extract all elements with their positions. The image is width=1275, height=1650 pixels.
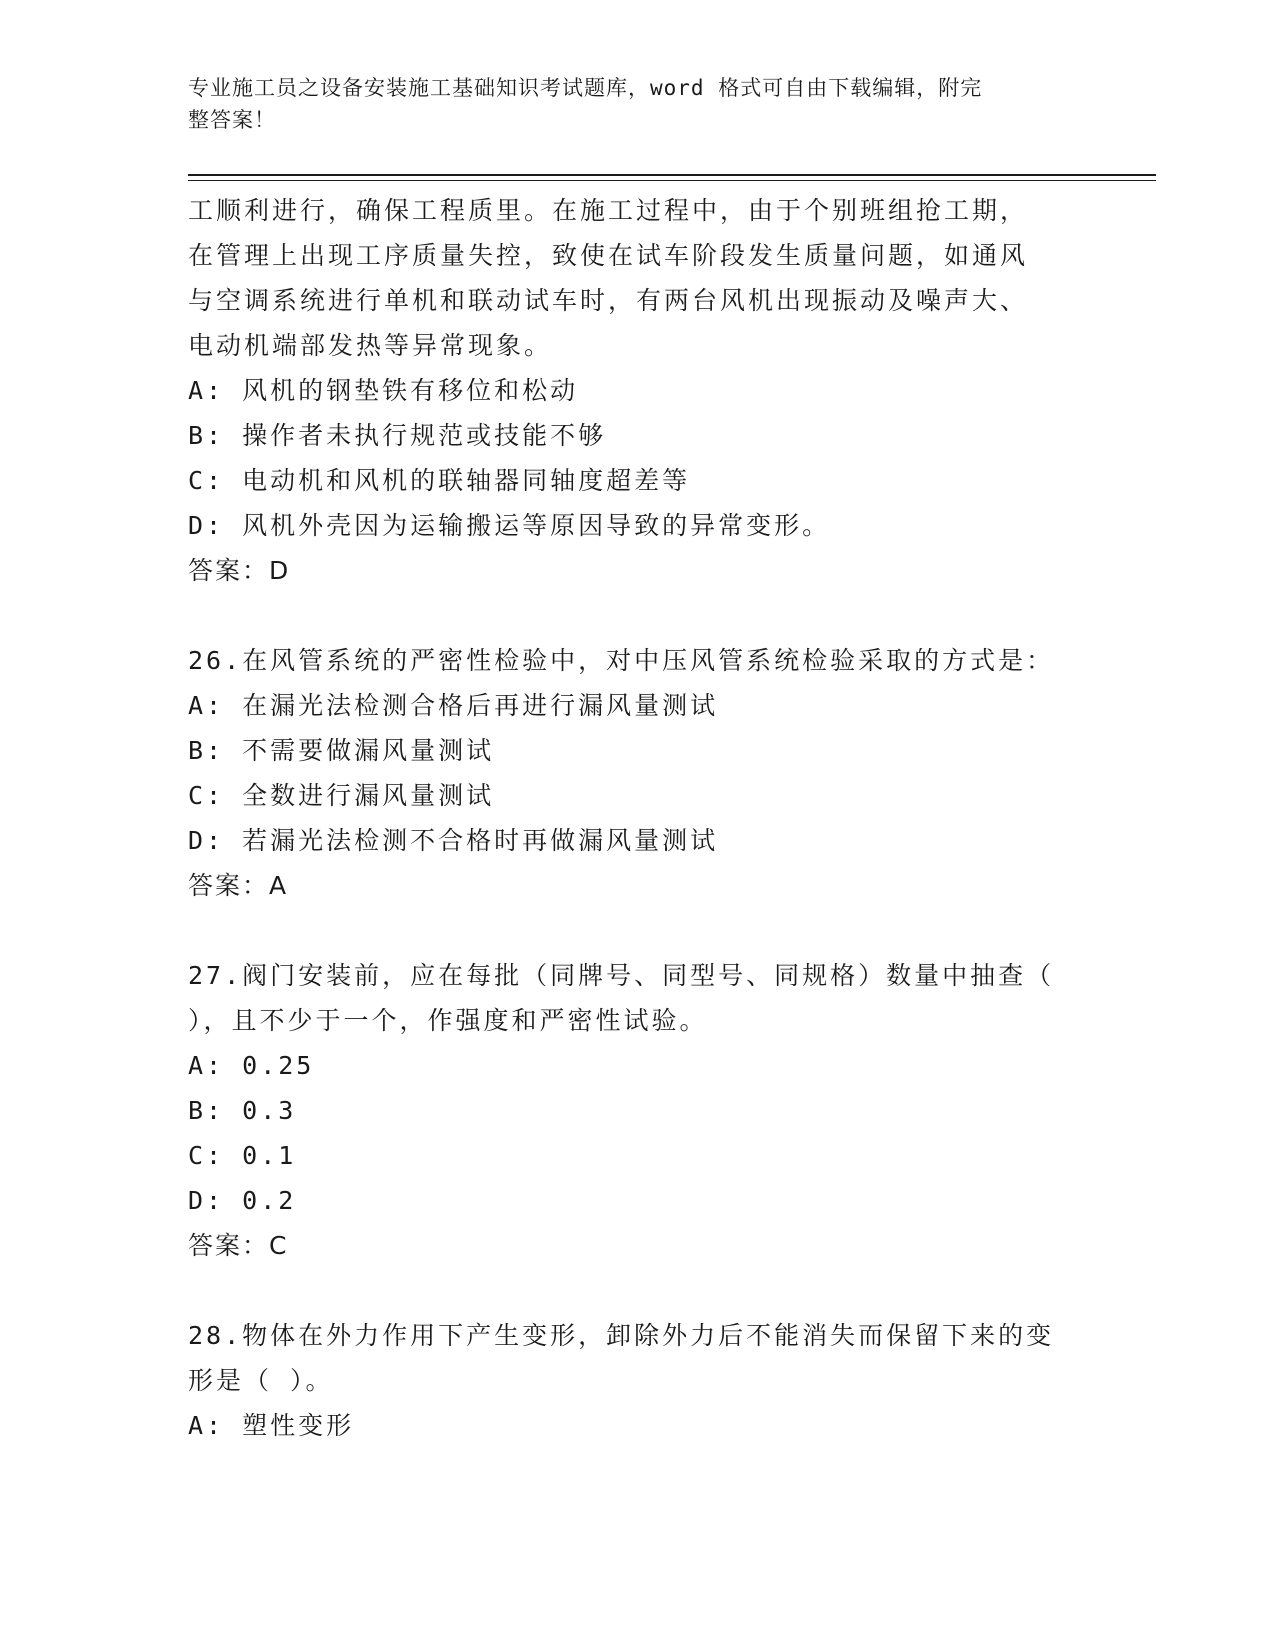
- question-stem-line: 形是（ ）。: [188, 1366, 334, 1395]
- option-c: C: 全数进行漏风量测试: [188, 781, 495, 810]
- question-content: [188, 188, 1088, 1448]
- spacer: [188, 1268, 1088, 1313]
- option-b: B: 操作者未执行规范或技能不够: [188, 421, 607, 450]
- option-d: D: 若漏光法检测不合格时再做漏风量测试: [188, 826, 719, 855]
- option-c: C: 0.1: [188, 1141, 297, 1170]
- question-27: [188, 953, 1088, 1268]
- spacer: [188, 593, 1088, 638]
- document-header: [188, 72, 1068, 136]
- header-divider-thick: [188, 174, 1156, 176]
- option-b: B: 0.3: [188, 1096, 297, 1125]
- answer: 答案：C: [188, 1231, 289, 1260]
- question-stem-line: 电动机端部发热等异常现象。: [188, 331, 553, 360]
- spacer: [188, 908, 1088, 953]
- answer: 答案：A: [188, 871, 289, 900]
- question-stem-line: 28.物体在外力作用下产生变形，卸除外力后不能消失而保留下来的变: [188, 1321, 1055, 1350]
- header-title-line-1: 专业施工员之设备安装施工基础知识考试题库，word 格式可自由下载编辑，附完: [188, 76, 983, 100]
- question-stem-line: ），且不少于一个，作强度和严密性试验。: [188, 1006, 708, 1035]
- question-28: [188, 1313, 1088, 1448]
- option-a: A: 塑性变形: [188, 1411, 355, 1440]
- option-a: A: 0.25: [188, 1051, 315, 1080]
- option-d: D: 风机外壳因为运输搬运等原因导致的异常变形。: [188, 511, 831, 540]
- question-stem-line: 工顺利进行，确保工程质里。在施工过程中，由于个别班组抢工期，: [188, 196, 1029, 225]
- question-stem-line: 与空调系统进行单机和联动试车时，有两台风机出现振动及噪声大、: [188, 286, 1029, 315]
- option-c: C: 电动机和风机的联轴器同轴度超差等: [188, 466, 691, 495]
- header-divider-thin: [188, 180, 1156, 181]
- option-d: D: 0.2: [188, 1186, 297, 1215]
- header-title-line-2: 整答案！: [188, 108, 276, 132]
- question-stem-line: 26.在风管系统的严密性检验中，对中压风管系统检验采取的方式是：: [188, 646, 1055, 675]
- question-stem-line: 在管理上出现工序质量失控，致使在试车阶段发生质量问题，如通风: [188, 241, 1029, 270]
- question-26: [188, 638, 1088, 908]
- option-a: A: 风机的钢垫铁有移位和松动: [188, 376, 579, 405]
- option-a: A: 在漏光法检测合格后再进行漏风量测试: [188, 691, 719, 720]
- question-stem-line: 27.阀门安装前，应在每批（同牌号、同型号、同规格）数量中抽查（: [188, 961, 1055, 990]
- question-25: [188, 188, 1088, 593]
- option-b: B: 不需要做漏风量测试: [188, 736, 495, 765]
- answer: 答案：D: [188, 556, 291, 585]
